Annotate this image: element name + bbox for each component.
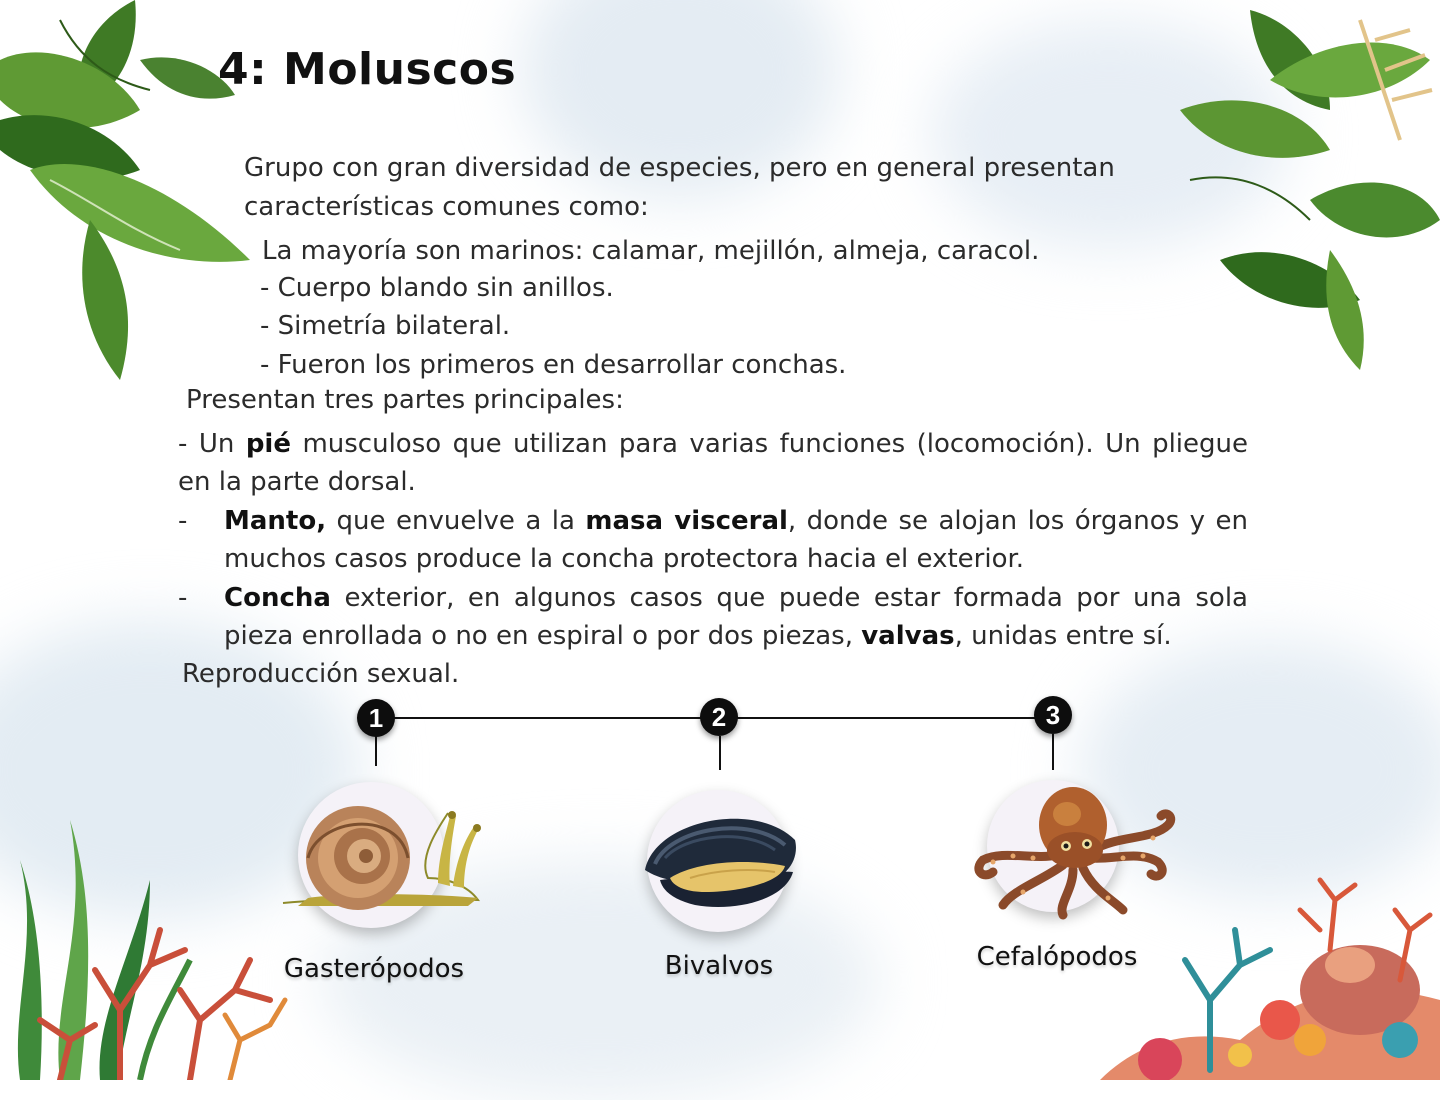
mussel-card [647,790,789,932]
part-concha-keyword-2: valvas [861,621,955,651]
leaves-top-right-icon [1160,0,1440,380]
feature-item: - Cuerpo blando sin anillos. [260,273,614,303]
part-manto-text: que envuelve a la [326,506,586,536]
feature-item: - Simetría bilateral. [260,311,511,341]
part-manto-keyword-2: masa visceral [585,506,788,536]
part-pie-prefix: - Un [178,429,246,459]
feature-item: - Fueron los primeros en desarrollar conchas. [260,350,847,380]
octopus-icon [963,780,1183,920]
feature-item: La mayoría son marinos: calamar, mejillón, almeja, caracol. [262,236,1040,266]
parts-heading: Presentan tres partes principales: [186,385,624,415]
timeline-node-2: 2 [700,698,738,736]
octopus-card [987,780,1119,912]
part-concha [224,579,1248,655]
intro-line-1: Grupo con gran diversidad de especies, pero en general presentan [244,153,1115,183]
part-pie [178,425,1248,501]
part-concha-text: exterior, en algunos casos que puede estar formada por una sola pieza enrollada o no en espiral o por dos piezas, [224,583,1248,651]
timeline-label-3: Cefalópodos [976,942,1138,972]
bullet-dash: - [178,506,188,536]
page-title: 4: Moluscos [218,44,517,95]
part-manto-keyword: Manto, [224,506,327,536]
intro-line-2: características comunes como: [244,192,649,222]
timeline-label-1: Gasterópodos [283,954,465,984]
snail-icon [278,798,488,928]
timeline-stem [719,736,721,770]
part-pie-keyword: pié [245,429,291,459]
timeline-node-1: 1 [357,699,395,737]
timeline-label-2: Bivalvos [664,951,774,981]
reproduction-text: Reproducción sexual. [182,659,460,689]
mussel-icon [635,800,805,920]
part-pie-text: musculoso que utilizan para varias funciones (locomoción). Un pliegue en la parte dorsal. [178,429,1248,497]
part-manto-text-2: , donde se alojan los órganos y en muchos casos produce la concha protectora hacia el exterior. [224,506,1248,574]
snail-card [298,782,444,928]
timeline-node-3: 3 [1034,696,1072,734]
bullet-dash: - [178,583,188,613]
part-concha-text-2: , unidas entre sí. [954,621,1172,651]
timeline-stem [1052,734,1054,770]
part-manto [224,502,1248,578]
part-concha-keyword: Concha [224,583,331,613]
timeline-stem [375,736,377,766]
seaweed-coral-bottom-left-icon [0,760,300,1080]
